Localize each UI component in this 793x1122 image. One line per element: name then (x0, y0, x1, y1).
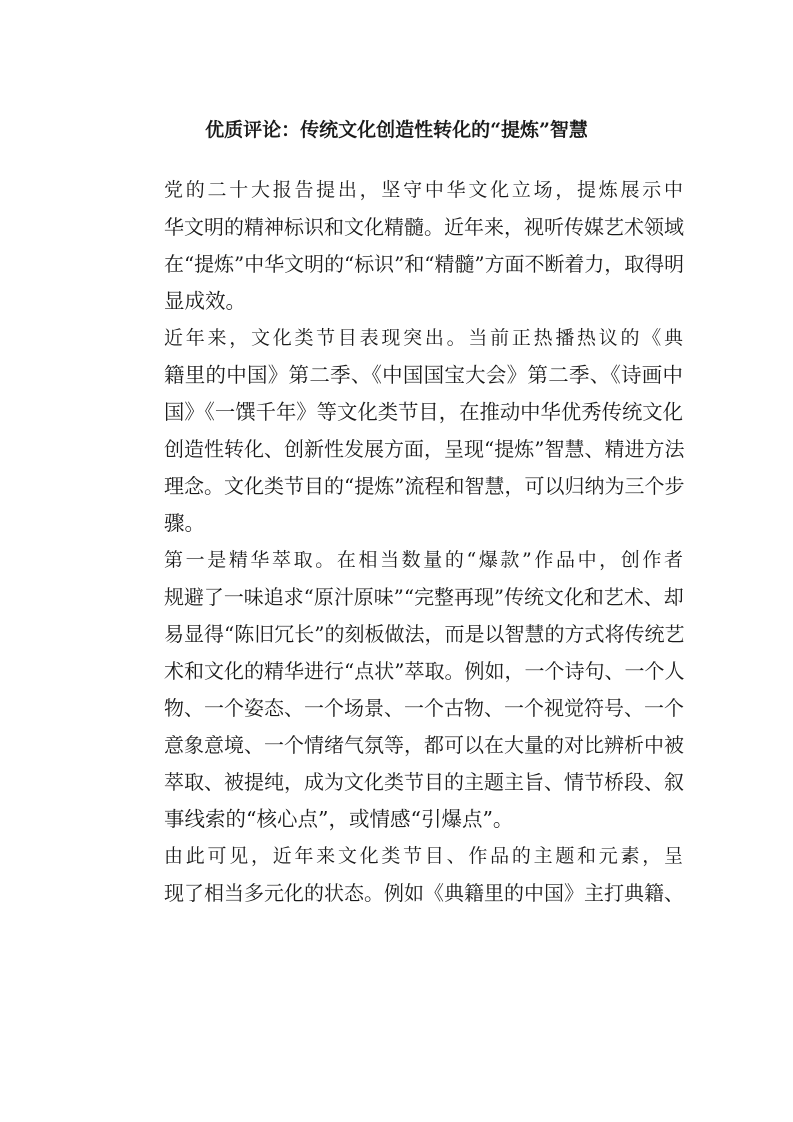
text-line: 理念。文化类节目的“提炼”流程和智慧，可以归纳为三个步 (164, 474, 685, 498)
text-line: 现了相当多元化的状态。例如《典籍里的中国》主打典籍、 (164, 881, 684, 905)
text-line: 物、一个姿态、一个场景、一个古物、一个视觉符号、一个 (164, 696, 684, 720)
text-line: 术和文化的精华进行“点状”萃取。例如，一个诗句、一个人 (164, 659, 685, 683)
text-line: 国》《一馔千年》等文化类节目，在推动中华优秀传统文化 (164, 400, 683, 424)
paragraph-2 (123, 320, 683, 542)
paragraph-3 (123, 542, 683, 838)
text-line: 萃取、被提纯，成为文化类节目的主题主旨、情节桥段、叙 (164, 770, 684, 794)
text-line: 显成效。 (164, 289, 246, 313)
text-line: 在“提炼”中华文明的“标识”和“精髓”方面不断着力，取得明 (164, 252, 685, 276)
text-line: 近年来，文化类节目表现突出。当前正热播热议的《典 (164, 327, 683, 349)
document-body (123, 172, 683, 912)
text-line: 易显得“陈旧冗长”的刻板做法，而是以智慧的方式将传统艺 (164, 622, 685, 646)
paragraph-4 (123, 838, 683, 912)
text-line: 意象意境、一个情绪气氛等，都可以在大量的对比辨析中被 (164, 733, 684, 757)
text-line: 创造性转化、创新性发展方面，呈现“提炼”智慧、精进方法 (164, 437, 685, 461)
text-line: 华文明的精神标识和文化精髓。近年来，视听传媒艺术领域 (164, 215, 684, 239)
text-line: 事线索的“核心点”，或情感“引爆点”。 (164, 807, 514, 831)
text-line: 党的二十大报告提出，坚守中华文化立场，提炼展示中 (164, 179, 683, 201)
text-line: 第一是精华萃取。在相当数量的“爆款”作品中，创作者 (164, 549, 683, 571)
document-title: 优质评论：传统文化创造性转化的“提炼”智慧 (205, 119, 588, 141)
text-line: 骤。 (164, 511, 205, 535)
paragraph-1 (123, 172, 683, 320)
text-line: 规避了一味追求“原汁原味”“完整再现”传统文化和艺术、却 (164, 585, 684, 609)
text-line: 由此可见，近年来文化类节目、作品的主题和元素，呈 (164, 845, 683, 867)
text-line: 籍里的中国》第二季、《中国国宝大会》第二季、《诗画中 (164, 363, 683, 387)
